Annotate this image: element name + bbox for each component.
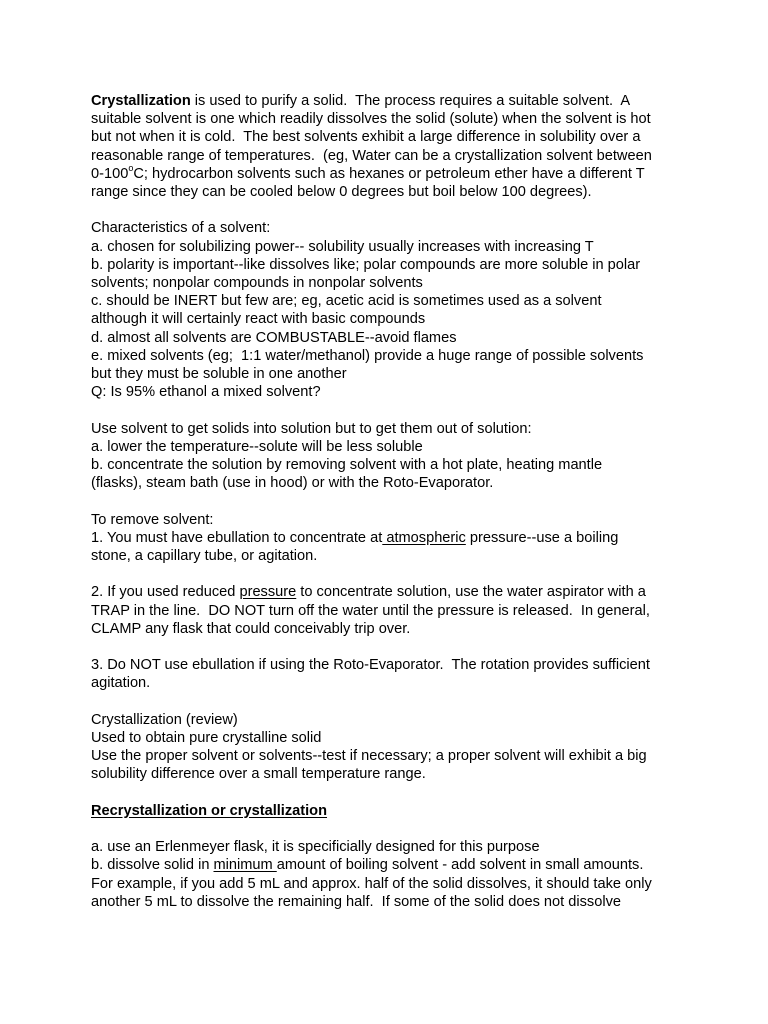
atmospheric-underlined: atmospheric	[382, 529, 466, 546]
intro-line-6: range since they can be cooled below 0 degrees but boil below 100 degrees).	[91, 184, 592, 201]
characteristics-question: Q: Is 95% ethanol a mixed solvent?	[91, 384, 321, 401]
use-solvent-line: a. lower the temperature--solute will be less soluble	[91, 438, 423, 455]
characteristics-heading: Characteristics of a solvent:	[91, 220, 271, 237]
intro-line-5-a: 0-100	[91, 165, 129, 182]
remove-solvent-section	[91, 511, 691, 693]
recrystallization-line-a: a. use an Erlenmeyer flask, it is specificially designed for this purpose	[91, 839, 540, 856]
degree-superscript: o	[128, 162, 134, 173]
remove-item-2	[91, 583, 691, 601]
review-section	[91, 711, 691, 784]
remove-item-1-line-2: stone, a capillary tube, or agitation.	[91, 548, 318, 565]
minimum-underlined: minimum	[213, 857, 277, 874]
remove-item-1-b: pressure--use a boiling	[465, 529, 619, 546]
review-line: Use the proper solvent or solvents--test if necessary; a proper solvent will exhibit a big	[91, 748, 647, 765]
intro-line-3: but not when it is cold. The best solvents exhibit a large difference in solubility over a	[91, 129, 641, 146]
intro-line-5	[91, 162, 691, 183]
remove-item-3-line-2: agitation.	[91, 675, 151, 692]
intro-line-4: reasonable range of temperatures. (eg, Water can be a crystallization solvent between	[91, 147, 652, 164]
use-solvent-section	[91, 420, 691, 493]
remove-solvent-heading: To remove solvent:	[91, 511, 214, 528]
intro-line-1-text: is used to purify a solid. The process requires a suitable solvent. A	[190, 93, 631, 109]
remove-item-1-a: 1. You must have ebullation to concentrate at	[91, 529, 383, 546]
intro-paragraph	[91, 92, 691, 201]
characteristics-line: although it will certainly react with basic compounds	[91, 311, 426, 328]
remove-item-1	[91, 529, 691, 547]
remove-item-3: 3. Do NOT use ebullation if using the Roto-Evaporator. The rotation provides sufficient	[91, 657, 650, 674]
recrystallization-line-b-a: b. dissolve solid in	[91, 857, 214, 874]
intro-line-1	[91, 92, 691, 110]
use-solvent-line: b. concentrate the solution by removing solvent with a hot plate, heating mantle	[91, 457, 603, 474]
characteristics-line: c. should be INERT but few are; eg, acetic acid is sometimes used as a solvent	[91, 293, 602, 310]
intro-line-5-b: C; hydrocarbon solvents such as hexanes or petroleum ether have a different T	[133, 165, 645, 182]
characteristics-line: a. chosen for solubilizing power-- solubility usually increases with increasing T	[91, 238, 594, 255]
recrystallization-line-b-b: amount of boiling solvent - add solvent in small amounts.	[276, 857, 644, 874]
characteristics-line: b. polarity is important--like dissolves like; polar compounds are more soluble in polar	[91, 256, 641, 273]
recrystallization-line-c: For example, if you add 5 mL and approx. half of the solid dissolves, it should take only	[91, 875, 652, 892]
use-solvent-heading: Use solvent to get solids into solution but to get them out of solution:	[91, 420, 532, 437]
intro-line-2: suitable solvent is one which readily dissolves the solid (solute) when the solvent is hot	[91, 111, 651, 128]
review-line: solubility difference over a small temperature range.	[91, 766, 426, 783]
recrystallization-line-b	[91, 856, 691, 874]
characteristics-line: but they must be soluble in one another	[91, 366, 347, 383]
remove-item-2-b: to concentrate solution, use the water aspirator with a	[296, 584, 646, 601]
recrystallization-line-d: another 5 mL to dissolve the remaining half. If some of the solid does not dissolve	[91, 893, 621, 910]
characteristics-line: d. almost all solvents are COMBUSTABLE--avoid flames	[91, 329, 457, 346]
recrystallization-section	[91, 802, 691, 911]
pressure-underlined: pressure	[239, 584, 297, 601]
characteristics-line: solvents; nonpolar compounds in nonpolar solvents	[91, 275, 423, 292]
remove-item-2-line-3: CLAMP any flask that could conceivably trip over.	[91, 620, 411, 637]
review-heading: Crystallization (review)	[91, 711, 238, 728]
use-solvent-line: (flasks), steam bath (use in hood) or with the Roto-Evaporator.	[91, 475, 494, 492]
remove-item-2-a: 2. If you used reduced	[91, 584, 240, 601]
recrystallization-heading: Recrystallization or crystallization	[91, 802, 328, 819]
characteristics-section	[91, 219, 691, 401]
review-line: Used to obtain pure crystalline solid	[91, 730, 322, 747]
remove-item-2-line-2: TRAP in the line. DO NOT turn off the water until the pressure is released. In general,	[91, 602, 650, 619]
crystallization-term: Crystallization	[91, 93, 191, 109]
characteristics-line: e. mixed solvents (eg; 1:1 water/methanol) provide a huge range of possible solvents	[91, 347, 644, 364]
document-page	[91, 92, 691, 911]
